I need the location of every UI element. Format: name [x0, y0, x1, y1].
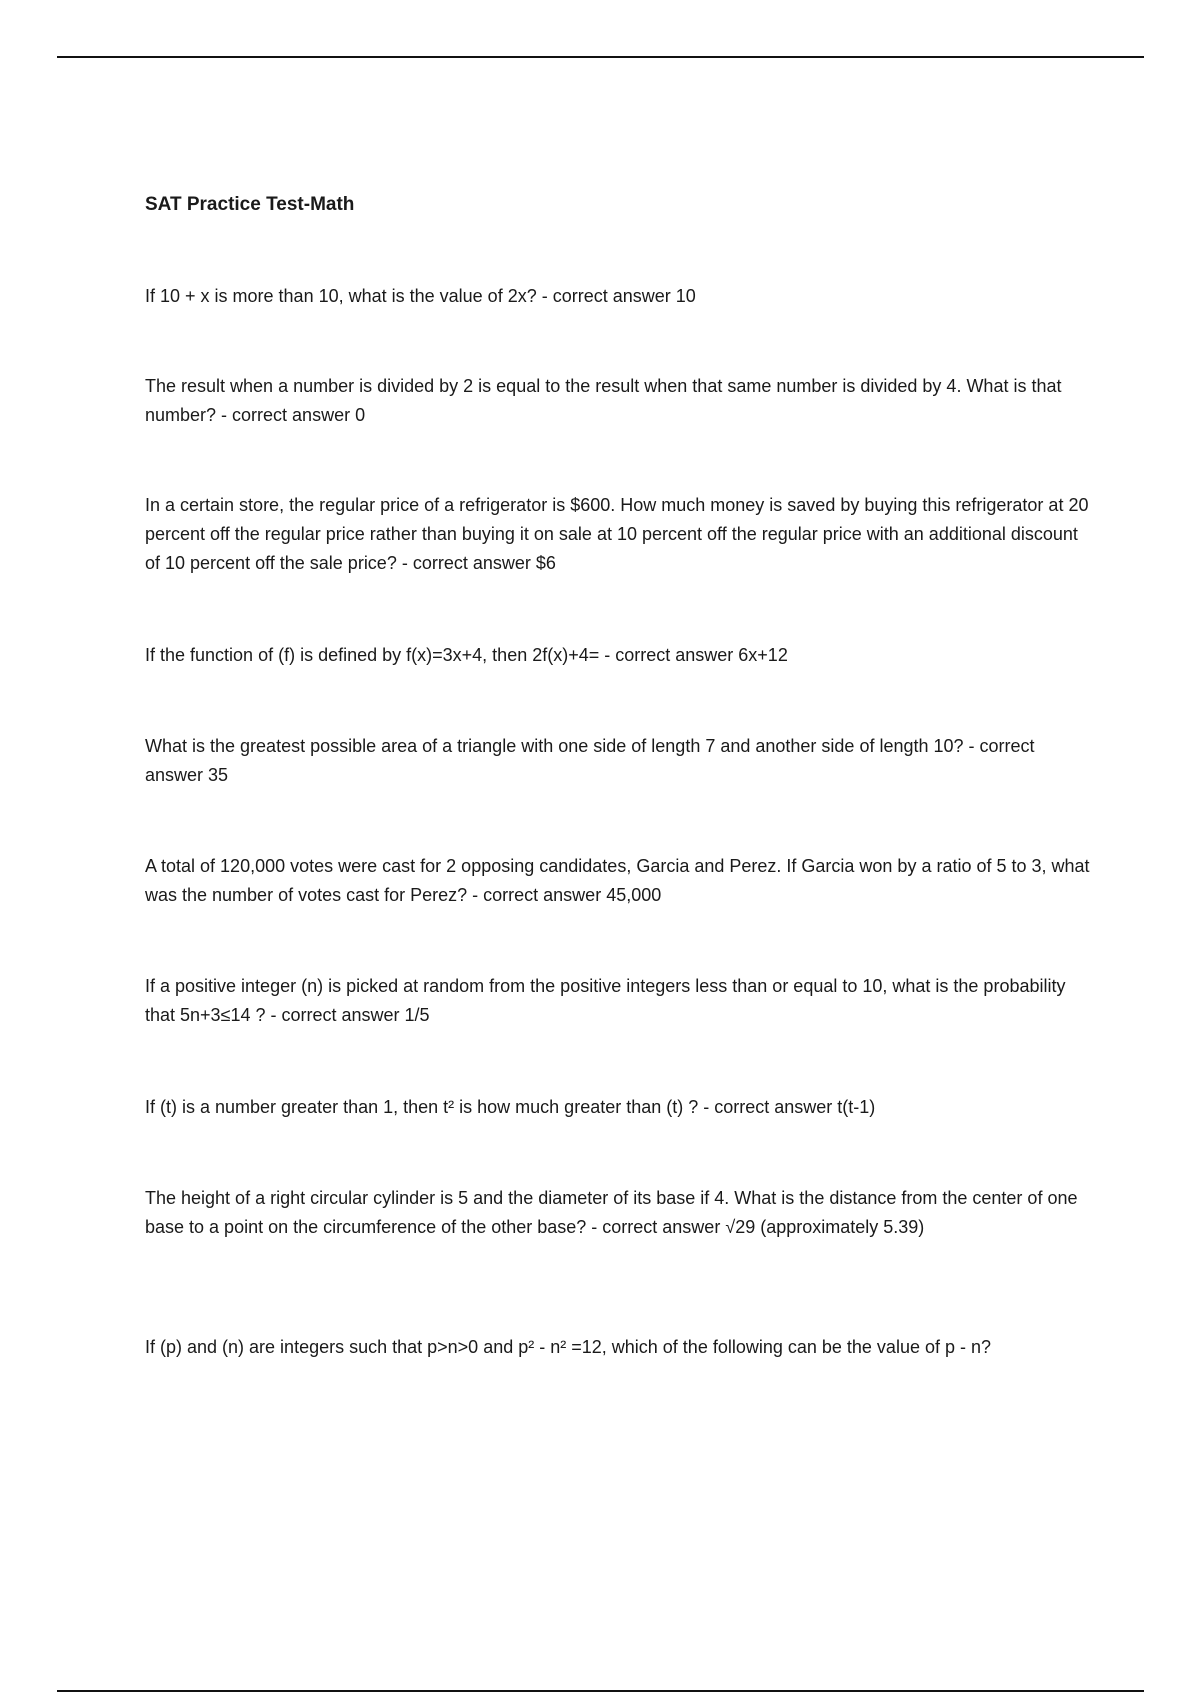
footer-rule [57, 1690, 1144, 1692]
document-title: SAT Practice Test-Math [145, 194, 355, 215]
question-4: If the function of (f) is defined by f(x)=3x+4, then 2f(x)+4= - correct answer 6x+12 [145, 645, 788, 665]
question-1: If 10 + x is more than 10, what is the value of 2x? - correct answer 10 [145, 286, 696, 306]
question-3: In a certain store, the regular price of a refrigerator is $600. How much money is saved by buying this refrigerator at 20 percent off the regular price rather than buying it on sale at 10 percent off the regular price with an additional discount of 10 percent off the sale price? - correct answer $6 [145, 495, 1089, 573]
question-2: The result when a number is divided by 2 is equal to the result when that same number is divided by 4. What is that number? - correct answer 0 [145, 376, 1062, 425]
question-9: The height of a right circular cylinder is 5 and the diameter of its base if 4. What is the distance from the center of one base to a point on the circumference of the other base? - correct answer √29 (approximately 5.39) [145, 1188, 1078, 1237]
header-rule [57, 56, 1144, 58]
question-5: What is the greatest possible area of a triangle with one side of length 7 and another side of length 10? - correct answer 35 [145, 736, 1035, 785]
question-10: If (p) and (n) are integers such that p>n>0 and p² - n² =12, which of the following can be the value of p - n? [145, 1337, 992, 1357]
question-8: If (t) is a number greater than 1, then t² is how much greater than (t) ? - correct answer t(t-1) [145, 1097, 876, 1117]
question-6: A total of 120,000 votes were cast for 2 opposing candidates, Garcia and Perez. If Garcia won by a ratio of 5 to 3, what was the number of votes cast for Perez? - correct answer 45,000 [145, 856, 1090, 905]
question-7: If a positive integer (n) is picked at random from the positive integers less than or equal to 10, what is the probability that 5n+3≤14 ? - correct answer 1/5 [145, 976, 1066, 1025]
